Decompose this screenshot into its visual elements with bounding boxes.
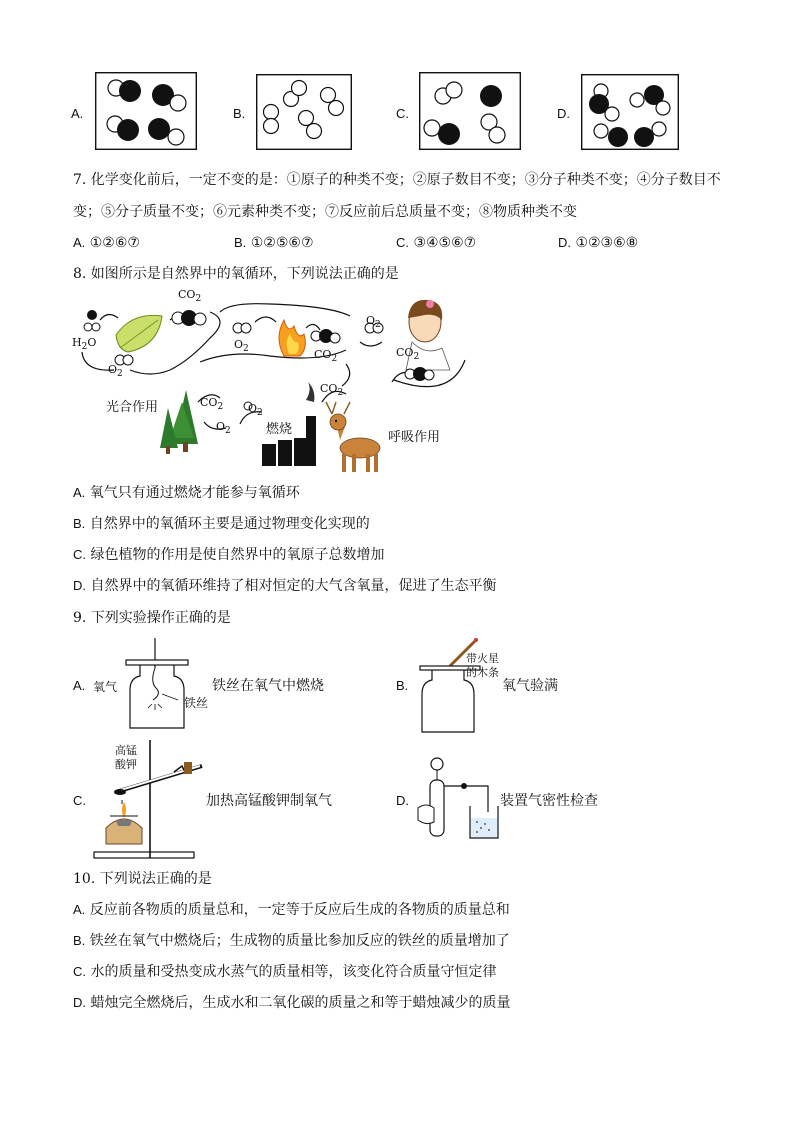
q6-option-b-diagram	[256, 74, 352, 150]
q10-option-a-letter: A.	[73, 902, 86, 917]
fig-o2-label-5: $O_2$	[216, 420, 231, 436]
q7-option-d-letter: D.	[558, 235, 571, 250]
iron-wire-bottle-diagram	[122, 638, 192, 734]
q8-option-b[interactable]	[73, 515, 370, 533]
oxygen-cycle-figure	[70, 290, 470, 475]
q7-option-a-letter: A.	[73, 235, 86, 250]
fig-co2-label-3: $CO_2$	[396, 346, 420, 362]
q9-stem: 9. 下列实验操作正确的是	[73, 610, 231, 626]
fig-o2-label-3: $O_2$	[366, 314, 381, 330]
q9-a-iron-label: 铁丝	[184, 696, 209, 710]
q7-option-c[interactable]	[396, 234, 476, 252]
q7-option-c-text: ③④⑤⑥⑦	[413, 235, 477, 251]
oxygen-cycle-drawing	[70, 290, 470, 475]
q8-option-d-text: 自然界中的氧循环维持了相对恒定的大气含氧量，促进了生态平衡	[90, 578, 497, 594]
fig-o2-label-4: $O_2$	[248, 402, 263, 418]
q8-option-a-text: 氧气只有通过燃烧才能参与氧循环	[89, 485, 300, 501]
fig-co2-label-2: $CO_2$	[314, 348, 338, 364]
q7-stem-line1: 7. 化学变化前后，一定不变的是：①原子的种类不变；②原子数目不变；③分子种类不变；④分子数目不	[73, 172, 721, 188]
q7-option-b-text: ①②⑤⑥⑦	[250, 235, 314, 251]
q9-c-kmno4-label-1: 高锰	[115, 744, 137, 757]
q9-option-a-letter: A.	[73, 678, 86, 693]
q6-option-a-letter: A.	[71, 106, 84, 121]
q10-option-c[interactable]	[73, 963, 496, 981]
fig-photosynthesis-label: 光合作用	[106, 400, 159, 415]
q10-option-a[interactable]	[73, 901, 510, 919]
q10-option-b[interactable]	[73, 932, 510, 950]
q10-option-b-letter: B.	[73, 933, 86, 948]
q8-stem: 8. 如图所示是自然界中的氧循环，下列说法正确的是	[73, 266, 399, 282]
q10-option-d[interactable]	[73, 994, 510, 1012]
q8-option-c-text: 绿色植物的作用是使自然界中的氧原子总数增加	[90, 547, 385, 563]
fig-h2o-label: $H_2O$	[72, 336, 97, 352]
q9-option-d-caption: 装置气密性检查	[500, 793, 598, 809]
q8-option-c[interactable]	[73, 546, 384, 564]
fig-co2-label-5: $CO_2$	[200, 396, 224, 412]
q9-option-c-letter: C.	[73, 793, 86, 808]
q9-option-b-letter: B.	[396, 678, 409, 693]
q9-b-splint-label-1: 带火星	[466, 652, 499, 665]
q8-option-a[interactable]	[73, 484, 300, 502]
q10-stem: 10. 下列说法正确的是	[73, 871, 212, 887]
q8-option-b-text: 自然界中的氧循环主要是通过物理变化实现的	[89, 516, 370, 532]
heating-kmno4-diagram	[90, 740, 202, 862]
fig-co2-label-1: $CO_2$	[178, 288, 202, 304]
q10-option-b-text: 铁丝在氧气中燃烧后；生成物的质量比参加反应的铁丝的质量增加了	[89, 933, 510, 949]
q6-option-c-diagram	[419, 72, 521, 150]
q6-option-c-letter: C.	[396, 106, 409, 121]
q9-option-d-letter: D.	[396, 793, 409, 808]
q7-stem-line2: 变；⑤分子质量不变；⑥元素种类不变；⑦反应前后总质量不变；⑧物质种类不变	[73, 204, 577, 220]
q9-option-c-caption: 加热高锰酸钾制氧气	[206, 793, 332, 809]
q6-option-b-letter: B.	[233, 106, 246, 121]
q7-option-b[interactable]	[234, 234, 314, 252]
q9-option-b-caption: 氧气验满	[502, 678, 558, 694]
q10-option-a-text: 反应前各物质的质量总和，一定等于反应后生成的各物质的质量总和	[89, 902, 510, 918]
fig-o2-label-1: $O_2$	[108, 363, 123, 379]
q8-option-b-letter: B.	[73, 516, 86, 531]
q6-option-a-diagram	[95, 72, 197, 150]
fig-respiration-label: 呼吸作用	[388, 430, 441, 445]
q10-option-c-text: 水的质量和受热变成水蒸气的质量相等，该变化符合质量守恒定律	[90, 964, 497, 980]
q6-option-d-letter: D.	[557, 106, 570, 121]
fig-co2-label-4: $CO_2$	[320, 382, 344, 398]
q7-option-a-text: ①②⑥⑦	[89, 235, 140, 251]
q9-b-splint-label-2: 的木条	[466, 666, 499, 679]
q7-option-b-letter: B.	[234, 235, 247, 250]
q9-option-a-caption: 铁丝在氧气中燃烧	[212, 678, 324, 694]
q9-a-oxygen-label: 氧气	[93, 680, 118, 694]
q8-option-d-letter: D.	[73, 578, 86, 593]
deer-icon	[326, 402, 380, 472]
q10-option-d-text: 蜡烛完全燃烧后，生成水和二氧化碳的质量之和等于蜡烛减少的质量	[90, 995, 511, 1011]
q8-option-d[interactable]	[73, 577, 496, 595]
fig-o2-label-2: $O_2$	[234, 338, 249, 354]
q6-option-d-diagram	[581, 74, 679, 150]
q7-option-c-letter: C.	[396, 235, 409, 250]
q7-option-d-text: ①②③⑥⑧	[575, 235, 639, 251]
arrow-icon	[100, 314, 118, 320]
q8-option-a-letter: A.	[73, 485, 86, 500]
q9-c-kmno4-label-2: 酸钾	[115, 758, 137, 771]
q8-option-c-letter: C.	[73, 547, 86, 562]
tree-icon	[160, 390, 198, 454]
q10-option-c-letter: C.	[73, 964, 86, 979]
fig-burning-label: 燃烧	[266, 422, 293, 437]
q10-option-d-letter: D.	[73, 995, 86, 1010]
q7-option-a[interactable]	[73, 234, 140, 252]
q7-option-d[interactable]	[558, 234, 638, 252]
airtightness-test-diagram	[418, 756, 500, 840]
